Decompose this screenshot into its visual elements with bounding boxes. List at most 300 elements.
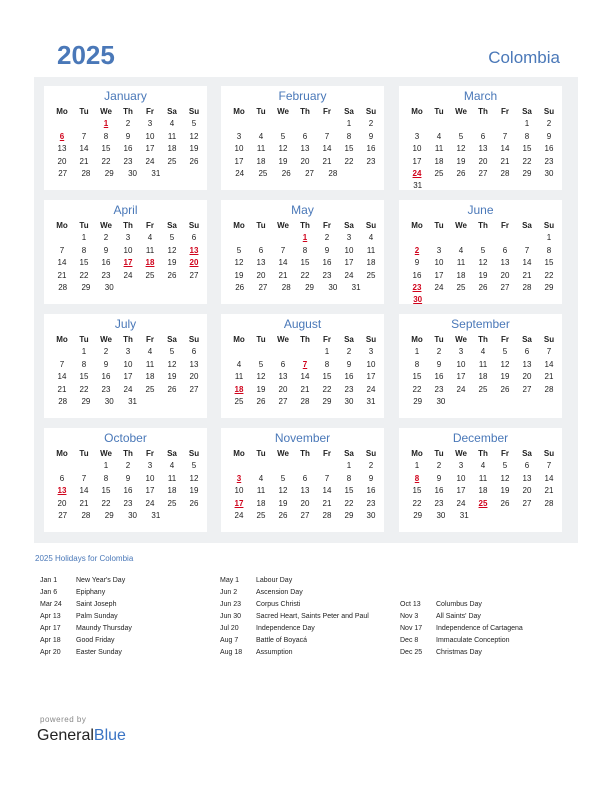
day[interactable]: 14 [322, 144, 332, 154]
day[interactable]: 27 [522, 384, 532, 394]
day[interactable]: 4 [169, 119, 175, 129]
day[interactable]: 25 [456, 282, 466, 292]
day[interactable]: 12 [500, 359, 510, 369]
day[interactable]: 28 [58, 282, 68, 292]
day[interactable]: 31 [413, 181, 423, 191]
day[interactable]: 10 [145, 473, 155, 483]
day[interactable]: 3 [236, 131, 242, 141]
day[interactable]: 17 [412, 156, 422, 166]
day[interactable]: 27 [522, 498, 532, 508]
day[interactable]: 10 [456, 359, 466, 369]
day[interactable]: 2 [125, 461, 131, 471]
day[interactable]: 17 [234, 156, 244, 166]
day[interactable]: 2 [103, 347, 109, 357]
day[interactable]: 9 [414, 258, 420, 268]
day[interactable]: 12 [278, 144, 288, 154]
day[interactable]: 14 [57, 372, 67, 382]
day[interactable]: 17 [434, 270, 444, 280]
day[interactable]: 28 [281, 282, 291, 292]
day[interactable]: 21 [322, 156, 332, 166]
day[interactable]: 16 [101, 372, 111, 382]
day[interactable]: 25 [258, 168, 268, 178]
day[interactable]: 17 [456, 486, 466, 496]
day[interactable]: 19 [500, 486, 510, 496]
day[interactable]: 4 [480, 461, 486, 471]
day[interactable]: 18 [478, 486, 488, 496]
day[interactable]: 17 [456, 372, 466, 382]
day[interactable]: 9 [436, 473, 442, 483]
day[interactable]: 5 [169, 347, 175, 357]
day[interactable]: 3 [458, 347, 464, 357]
day[interactable]: 12 [189, 473, 199, 483]
day[interactable]: 1 [524, 119, 530, 129]
day[interactable]: 18 [456, 270, 466, 280]
day[interactable]: 22 [101, 498, 111, 508]
holiday-day[interactable]: 25 [478, 498, 488, 508]
day[interactable]: 14 [79, 144, 89, 154]
day[interactable]: 7 [546, 347, 552, 357]
day[interactable]: 10 [366, 359, 376, 369]
holiday-day[interactable]: 17 [123, 258, 133, 268]
day[interactable]: 29 [413, 396, 423, 406]
day[interactable]: 22 [522, 156, 532, 166]
day[interactable]: 18 [167, 486, 177, 496]
holiday-day[interactable]: 1 [103, 119, 109, 129]
day[interactable]: 27 [258, 282, 268, 292]
day[interactable]: 21 [322, 498, 332, 508]
day[interactable]: 1 [346, 461, 352, 471]
day[interactable]: 15 [101, 144, 111, 154]
day[interactable]: 14 [300, 372, 310, 382]
day[interactable]: 26 [189, 156, 199, 166]
day[interactable]: 5 [480, 245, 486, 255]
day[interactable]: 13 [256, 258, 266, 268]
day[interactable]: 13 [500, 258, 510, 268]
brand-logo[interactable] [37, 727, 126, 745]
day[interactable]: 26 [500, 498, 510, 508]
day[interactable]: 7 [324, 473, 330, 483]
day[interactable]: 13 [278, 372, 288, 382]
day[interactable]: 20 [278, 384, 288, 394]
day[interactable]: 21 [79, 498, 89, 508]
day[interactable]: 16 [366, 144, 376, 154]
day[interactable]: 19 [189, 486, 199, 496]
day[interactable]: 24 [434, 282, 444, 292]
day[interactable]: 1 [103, 461, 109, 471]
day[interactable]: 22 [101, 156, 111, 166]
day[interactable]: 11 [167, 131, 177, 141]
day[interactable]: 9 [346, 359, 352, 369]
day[interactable]: 5 [191, 461, 197, 471]
day[interactable]: 26 [500, 384, 510, 394]
day[interactable]: 5 [280, 473, 286, 483]
day[interactable]: 16 [322, 258, 332, 268]
holiday-day[interactable]: 1 [302, 233, 308, 243]
day[interactable]: 16 [123, 486, 133, 496]
day[interactable]: 23 [434, 384, 444, 394]
day[interactable]: 16 [366, 486, 376, 496]
day[interactable]: 10 [434, 258, 444, 268]
day[interactable]: 16 [101, 258, 111, 268]
day[interactable]: 7 [59, 359, 65, 369]
day[interactable]: 24 [456, 384, 466, 394]
day[interactable]: 19 [167, 372, 177, 382]
day[interactable]: 20 [522, 372, 532, 382]
day[interactable]: 5 [236, 245, 242, 255]
day[interactable]: 25 [145, 270, 155, 280]
day[interactable]: 2 [368, 119, 374, 129]
day[interactable]: 12 [167, 359, 177, 369]
day[interactable]: 5 [280, 131, 286, 141]
day[interactable]: 18 [256, 498, 266, 508]
holiday-day[interactable]: 20 [189, 258, 199, 268]
day[interactable]: 3 [458, 461, 464, 471]
day[interactable]: 1 [414, 461, 420, 471]
day[interactable]: 14 [278, 258, 288, 268]
day[interactable]: 19 [167, 258, 177, 268]
day[interactable]: 14 [322, 486, 332, 496]
day[interactable]: 23 [123, 156, 133, 166]
day[interactable]: 20 [57, 156, 67, 166]
day[interactable]: 1 [81, 233, 87, 243]
day[interactable]: 3 [436, 245, 442, 255]
day[interactable]: 6 [480, 131, 486, 141]
day[interactable]: 10 [234, 486, 244, 496]
day[interactable]: 20 [300, 156, 310, 166]
day[interactable]: 23 [434, 498, 444, 508]
day[interactable]: 7 [59, 245, 65, 255]
day[interactable]: 28 [544, 384, 554, 394]
day[interactable]: 10 [412, 144, 422, 154]
day[interactable]: 18 [366, 258, 376, 268]
day[interactable]: 30 [104, 396, 114, 406]
day[interactable]: 31 [128, 396, 137, 406]
day[interactable]: 28 [544, 498, 554, 508]
day[interactable]: 21 [300, 384, 310, 394]
day[interactable]: 19 [278, 498, 288, 508]
day[interactable]: 28 [328, 168, 338, 178]
day[interactable]: 5 [258, 359, 264, 369]
day[interactable]: 25 [167, 498, 177, 508]
day[interactable]: 8 [324, 359, 330, 369]
holiday-day[interactable]: 13 [57, 486, 67, 496]
day[interactable]: 15 [412, 372, 422, 382]
day[interactable]: 15 [344, 486, 354, 496]
day[interactable]: 3 [414, 131, 420, 141]
day[interactable]: 19 [256, 384, 266, 394]
day[interactable]: 8 [346, 473, 352, 483]
day[interactable]: 23 [366, 156, 376, 166]
day[interactable]: 16 [412, 270, 422, 280]
day[interactable]: 22 [79, 270, 89, 280]
day[interactable]: 10 [123, 245, 133, 255]
day[interactable]: 6 [191, 233, 197, 243]
day[interactable]: 8 [546, 245, 552, 255]
day[interactable]: 12 [234, 258, 244, 268]
day[interactable]: 26 [167, 384, 177, 394]
day[interactable]: 21 [522, 270, 532, 280]
day[interactable]: 1 [414, 347, 420, 357]
day[interactable]: 2 [546, 119, 552, 129]
day[interactable]: 27 [58, 168, 68, 178]
day[interactable]: 29 [413, 510, 423, 520]
day[interactable]: 26 [256, 396, 266, 406]
day[interactable]: 1 [346, 119, 352, 129]
day[interactable]: 15 [544, 258, 554, 268]
day[interactable]: 15 [412, 486, 422, 496]
day[interactable]: 27 [500, 282, 510, 292]
day[interactable]: 25 [167, 156, 177, 166]
holiday-day[interactable]: 17 [234, 498, 244, 508]
day[interactable]: 24 [235, 168, 245, 178]
day[interactable]: 3 [125, 347, 131, 357]
day[interactable]: 1 [546, 233, 552, 243]
day[interactable]: 27 [478, 168, 488, 178]
day[interactable]: 24 [145, 156, 155, 166]
day[interactable]: 20 [189, 372, 199, 382]
day[interactable]: 13 [189, 359, 199, 369]
day[interactable]: 14 [57, 258, 67, 268]
day[interactable]: 10 [456, 473, 466, 483]
day[interactable]: 9 [125, 131, 131, 141]
holiday-day[interactable]: 7 [302, 359, 308, 369]
day[interactable]: 30 [544, 168, 554, 178]
day[interactable]: 15 [101, 486, 111, 496]
day[interactable]: 23 [366, 498, 376, 508]
day[interactable]: 21 [544, 372, 554, 382]
day[interactable]: 9 [324, 245, 330, 255]
day[interactable]: 13 [300, 486, 310, 496]
day[interactable]: 21 [278, 270, 288, 280]
day[interactable]: 13 [478, 144, 488, 154]
day[interactable]: 6 [302, 131, 308, 141]
day[interactable]: 18 [145, 372, 155, 382]
day[interactable]: 20 [300, 498, 310, 508]
day[interactable]: 27 [305, 168, 314, 178]
day[interactable]: 26 [167, 270, 177, 280]
day[interactable]: 6 [191, 347, 197, 357]
day[interactable]: 25 [234, 396, 244, 406]
day[interactable]: 7 [324, 131, 330, 141]
day[interactable]: 17 [344, 258, 354, 268]
day[interactable]: 21 [79, 156, 89, 166]
day[interactable]: 2 [436, 347, 442, 357]
day[interactable]: 23 [544, 156, 554, 166]
day[interactable]: 8 [103, 131, 109, 141]
holiday-day[interactable]: 8 [414, 473, 420, 483]
day[interactable]: 6 [524, 461, 530, 471]
day[interactable]: 28 [81, 510, 91, 520]
day[interactable]: 4 [368, 233, 374, 243]
day[interactable]: 8 [302, 245, 308, 255]
day[interactable]: 26 [456, 168, 466, 178]
day[interactable]: 31 [151, 168, 161, 178]
day[interactable]: 22 [79, 384, 89, 394]
day[interactable]: 17 [145, 144, 155, 154]
day[interactable]: 30 [128, 510, 137, 520]
day[interactable]: 19 [189, 144, 199, 154]
day[interactable]: 16 [434, 372, 444, 382]
day[interactable]: 9 [103, 359, 109, 369]
day[interactable]: 9 [368, 473, 374, 483]
day[interactable]: 23 [344, 384, 354, 394]
day[interactable]: 24 [123, 270, 133, 280]
day[interactable]: 15 [344, 144, 354, 154]
day[interactable]: 2 [324, 233, 330, 243]
day[interactable]: 24 [366, 384, 376, 394]
day[interactable]: 6 [280, 359, 286, 369]
day[interactable]: 6 [59, 473, 65, 483]
day[interactable]: 20 [500, 270, 510, 280]
day[interactable]: 23 [123, 498, 133, 508]
day[interactable]: 4 [480, 347, 486, 357]
holiday-day[interactable]: 6 [59, 131, 65, 141]
day[interactable]: 7 [502, 131, 508, 141]
day[interactable]: 9 [368, 131, 374, 141]
day[interactable]: 30 [366, 510, 376, 520]
day[interactable]: 19 [478, 270, 488, 280]
day[interactable]: 21 [57, 270, 67, 280]
day[interactable]: 26 [281, 168, 291, 178]
day[interactable]: 4 [258, 473, 264, 483]
day[interactable]: 1 [324, 347, 330, 357]
day[interactable]: 15 [522, 144, 532, 154]
day[interactable]: 6 [524, 347, 530, 357]
day[interactable]: 28 [522, 282, 532, 292]
day[interactable]: 29 [104, 168, 114, 178]
day[interactable]: 7 [81, 131, 87, 141]
day[interactable]: 17 [366, 372, 376, 382]
day[interactable]: 10 [234, 144, 244, 154]
day[interactable]: 20 [57, 498, 67, 508]
day[interactable]: 29 [522, 168, 532, 178]
day[interactable]: 12 [500, 473, 510, 483]
day[interactable]: 18 [167, 144, 177, 154]
day[interactable]: 8 [103, 473, 109, 483]
day[interactable]: 6 [302, 473, 308, 483]
day[interactable]: 8 [524, 131, 530, 141]
day[interactable]: 28 [81, 168, 91, 178]
day[interactable]: 25 [478, 384, 488, 394]
day[interactable]: 11 [434, 144, 444, 154]
day[interactable]: 11 [478, 359, 488, 369]
day[interactable]: 14 [522, 258, 532, 268]
holiday-day[interactable]: 18 [234, 384, 244, 394]
day[interactable]: 13 [300, 144, 310, 154]
day[interactable]: 9 [436, 359, 442, 369]
day[interactable]: 11 [167, 473, 177, 483]
day[interactable]: 27 [189, 384, 199, 394]
day[interactable]: 14 [544, 473, 554, 483]
day[interactable]: 23 [322, 270, 332, 280]
day[interactable]: 12 [256, 372, 266, 382]
day[interactable]: 4 [236, 359, 242, 369]
day[interactable]: 4 [147, 347, 153, 357]
day[interactable]: 11 [145, 359, 155, 369]
day[interactable]: 19 [234, 270, 244, 280]
day[interactable]: 26 [278, 510, 288, 520]
day[interactable]: 12 [189, 131, 199, 141]
day[interactable]: 3 [147, 119, 153, 129]
day[interactable]: 27 [278, 396, 288, 406]
day[interactable]: 28 [300, 396, 310, 406]
day[interactable]: 11 [234, 372, 244, 382]
day[interactable]: 13 [522, 473, 532, 483]
day[interactable]: 31 [366, 396, 376, 406]
day[interactable]: 24 [456, 498, 466, 508]
day[interactable]: 16 [434, 486, 444, 496]
day[interactable]: 24 [344, 270, 354, 280]
day[interactable]: 5 [502, 461, 508, 471]
day[interactable]: 19 [500, 372, 510, 382]
day[interactable]: 5 [502, 347, 508, 357]
holiday-day[interactable]: 13 [189, 245, 199, 255]
day[interactable]: 29 [305, 282, 314, 292]
day[interactable]: 14 [79, 486, 89, 496]
day[interactable]: 10 [344, 245, 354, 255]
day[interactable]: 7 [81, 473, 87, 483]
day[interactable]: 29 [81, 396, 91, 406]
day[interactable]: 25 [366, 270, 376, 280]
day[interactable]: 22 [300, 270, 310, 280]
day[interactable]: 2 [125, 119, 131, 129]
day[interactable]: 3 [125, 233, 131, 243]
day[interactable]: 29 [104, 510, 114, 520]
day[interactable]: 17 [123, 372, 133, 382]
day[interactable]: 2 [103, 233, 109, 243]
day[interactable]: 26 [478, 282, 488, 292]
day[interactable]: 5 [458, 131, 464, 141]
holiday-day[interactable]: 3 [236, 473, 242, 483]
day[interactable]: 16 [344, 372, 354, 382]
day[interactable]: 14 [544, 359, 554, 369]
day[interactable]: 30 [436, 510, 446, 520]
day[interactable]: 30 [436, 396, 446, 406]
day[interactable]: 18 [256, 156, 266, 166]
day[interactable]: 29 [81, 282, 91, 292]
day[interactable]: 27 [300, 510, 310, 520]
holiday-day[interactable]: 23 [412, 282, 422, 292]
day[interactable]: 22 [544, 270, 554, 280]
day[interactable]: 8 [414, 359, 420, 369]
day[interactable]: 22 [412, 498, 422, 508]
day[interactable]: 13 [522, 359, 532, 369]
day[interactable]: 31 [351, 282, 361, 292]
day[interactable]: 7 [546, 461, 552, 471]
day[interactable]: 13 [57, 144, 67, 154]
day[interactable]: 3 [147, 461, 153, 471]
day[interactable]: 31 [151, 510, 161, 520]
day[interactable]: 12 [478, 258, 488, 268]
holiday-day[interactable]: 24 [412, 168, 422, 178]
day[interactable]: 21 [500, 156, 510, 166]
day[interactable]: 4 [169, 461, 175, 471]
day[interactable]: 25 [434, 168, 444, 178]
day[interactable]: 10 [123, 359, 133, 369]
day[interactable]: 10 [145, 131, 155, 141]
day[interactable]: 24 [145, 498, 155, 508]
day[interactable]: 23 [101, 270, 111, 280]
day[interactable]: 11 [145, 245, 155, 255]
day[interactable]: 11 [478, 473, 488, 483]
day[interactable]: 17 [145, 486, 155, 496]
day[interactable]: 7 [280, 245, 286, 255]
day[interactable]: 28 [500, 168, 510, 178]
day[interactable]: 12 [167, 245, 177, 255]
day[interactable]: 21 [57, 384, 67, 394]
day[interactable]: 12 [456, 144, 466, 154]
day[interactable]: 30 [128, 168, 137, 178]
